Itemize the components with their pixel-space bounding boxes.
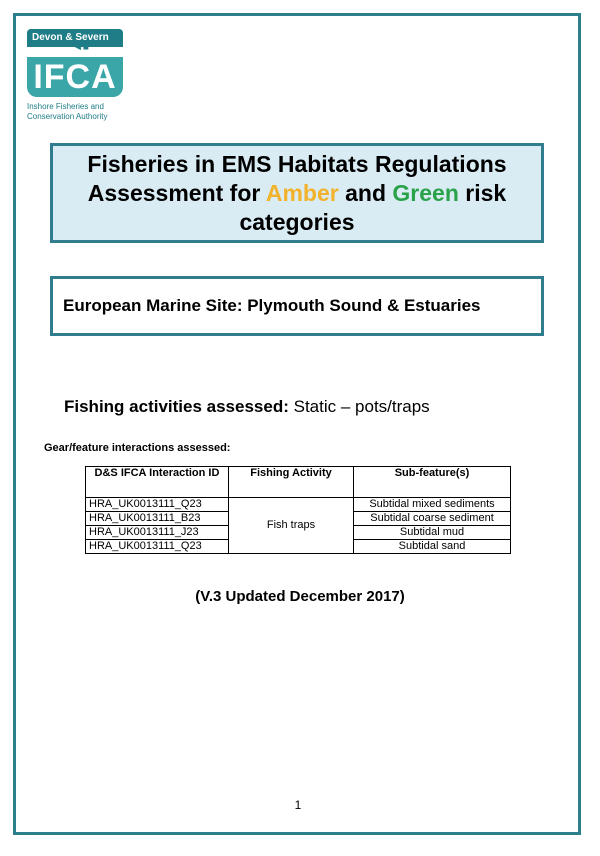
title-and: and (338, 179, 393, 206)
row-subfeature: Subtidal mixed sediments (354, 498, 511, 512)
table-header-row (86, 467, 511, 498)
title-start: Fisheries in EMS Habitats Regulations Assessment for (87, 150, 507, 206)
document-title (62, 150, 532, 237)
ifca-logo (27, 29, 123, 122)
title-amber: Amber (265, 179, 339, 206)
logo-sub-text: Inshore Fisheries and Conservation Authority (27, 102, 108, 121)
version-note: (V.3 Updated December 2017) (195, 588, 405, 605)
page-number: 1 (294, 798, 302, 812)
title-end: risk categories (239, 179, 507, 235)
fish-icon: ◄■ (73, 42, 89, 53)
title-box (50, 143, 544, 243)
gear-label: Gear/feature interactions assessed: (44, 442, 231, 454)
page-frame (13, 13, 581, 835)
activities-value: Static – pots/traps (288, 397, 430, 416)
header-interaction-id: D&S IFCA Interaction ID (86, 467, 229, 498)
row-activity: Fish traps (229, 498, 354, 554)
title-green: Green (392, 179, 459, 206)
row-id: HRA_UK0013111_Q23 (86, 498, 229, 512)
header-fishing-activity: Fishing Activity (229, 467, 354, 498)
interaction-table (85, 466, 511, 554)
row-subfeature: Subtidal mud (354, 526, 511, 540)
row-id: HRA_UK0013111_B23 (86, 512, 229, 526)
table-row (86, 498, 511, 512)
row-id: HRA_UK0013111_Q23 (86, 540, 229, 554)
logo-main-text: IFCA (27, 57, 123, 97)
header-subfeature: Sub-feature(s) (354, 467, 511, 498)
logo-top-text: Devon & Severn (27, 29, 123, 47)
site-box (50, 276, 544, 336)
row-id: HRA_UK0013111_J23 (86, 526, 229, 540)
site-name: European Marine Site: Plymouth Sound & Estuaries (63, 296, 481, 315)
activities-label: Fishing activities assessed: (64, 397, 289, 416)
activities-line (64, 397, 430, 417)
row-subfeature: Subtidal sand (354, 540, 511, 554)
row-subfeature: Subtidal coarse sediment (354, 512, 511, 526)
